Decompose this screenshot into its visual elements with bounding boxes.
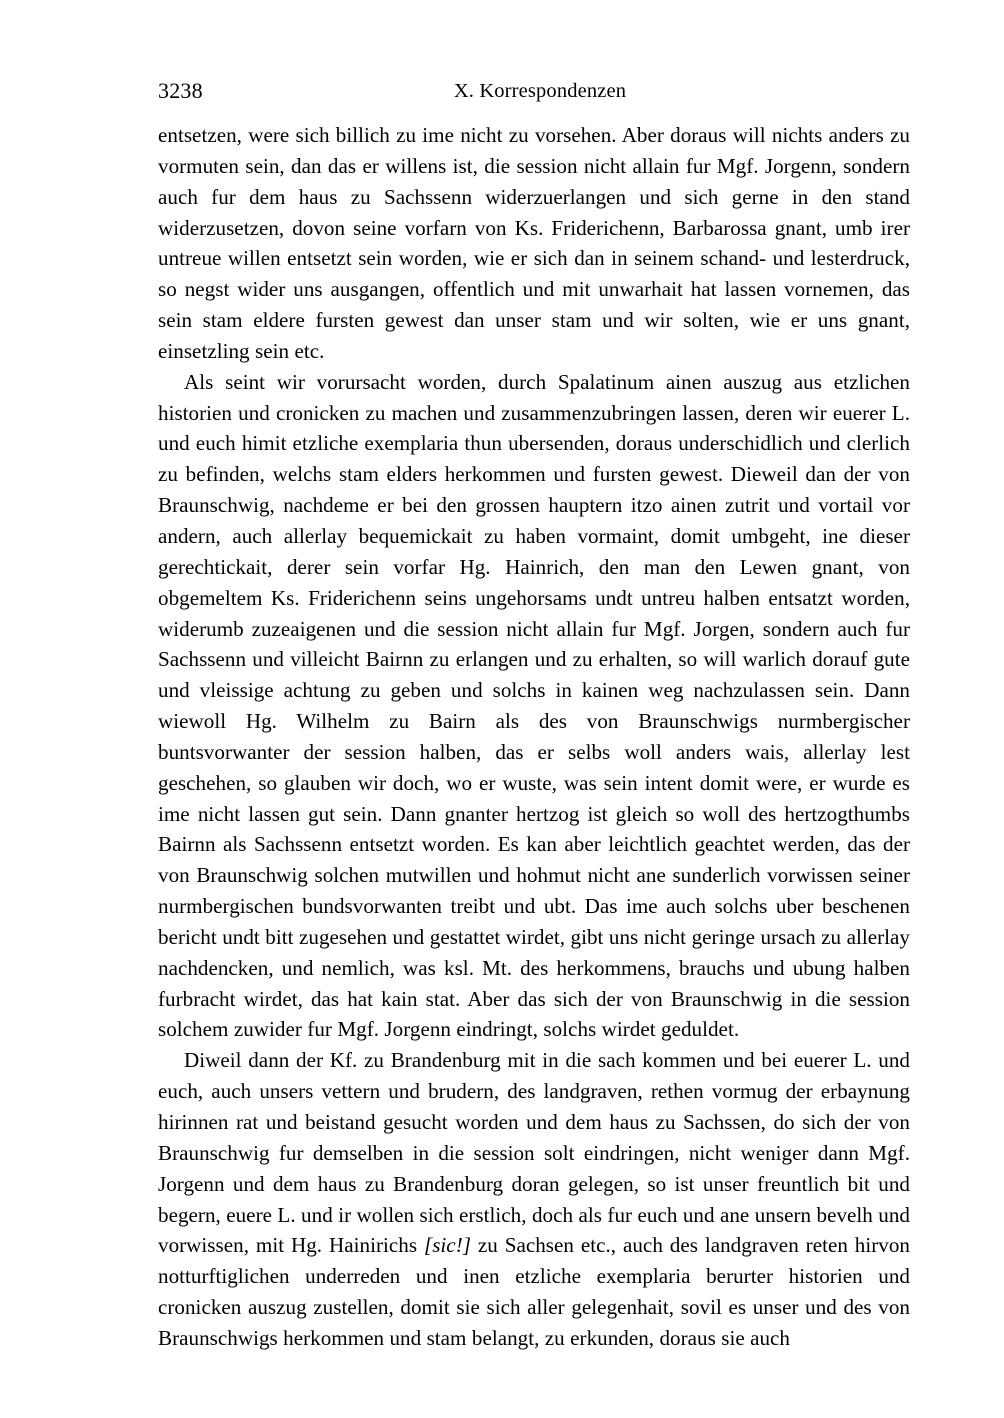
paragraph-1: entsetzen, were sich billich zu ime nicht zu vorsehen. Aber doraus will nichts anders zu vormuten sein, dan das er willens ist, die session nicht allain fur Mgf. Jorgenn, sondern auch fur dem haus zu Sachssenn widerzuerlangen und sich gerne in den stand widerzusetzen, dovon seine vorfarn von Ks. Friderichenn, Barbarossa gnant, umb irer untreue willen entsetzt sein worden, wie er sich dan in seinem schand- und lesterdruck, so negst wider uns ausgangen, offentlich und mit unwarhait hat lassen vornemen, das sein stam eldere fursten gewest dan unser stam und wir solten, wie er uns gnant, einsetzling sein etc. — [158, 123, 910, 363]
paragraph-3 — [158, 1045, 910, 1353]
page-number: 3238 — [158, 78, 203, 103]
body-text-block — [158, 120, 910, 1354]
running-head — [158, 78, 910, 106]
sic-marker: [sic!] — [423, 1233, 471, 1258]
paragraph-3-text-before-sic: Diweil dann der Kf. zu Brandenburg mit in die sach kommen und bei euerer L. und euch, auch unsers vettern und brudern, des landgraven, rethen vormug der erbaynung hirinnen rat und beistand gesucht worden und dem haus zu Sachssen, do sich der von Braunschwig fur demselben in die session solt eindringen, nicht weniger dann Mgf. Jorgenn und dem haus zu Brandenburg doran gelegen, so ist unser freuntlich bit und begern, euere L. und ir wollen sich erstlich, doch als fur euch und ane unsern bevelh und vorwissen, mit Hg. Hainirichs — [158, 1048, 910, 1258]
paragraph-2: Als seint wir vorursacht worden, durch Spalatinum ainen auszug aus etzlichen historien und cronicken zu machen und zusammenzubringen lassen, deren wir euerer L. und euch himit etzliche exemplaria thun ubersenden, doraus underschidlich und clerlich zu befinden, welchs stam elders herkommen und fursten gewest. Dieweil dan der von Braunschwig, nachdeme er bei den grossen hauptern itzo ainen zutrit und vortail vor andern, auch allerlay bequemickait zu haben vormaint, domit umbgeht, ine dieser gerechtickait, derer sein vorfar Hg. Hainrich, den man den Lewen gnant, von obgemeltem Ks. Friderichenn seins ungehorsams undt untreu halben entsatzt worden, widerumb zuzeaigenen und die session nicht allain fur Mgf. Jorgen, sondern auch fur Sachssenn und villeicht Bairnn zu erlangen und zu erhalten, so will warlich dorauf gute und vleissige achtung zu geben und solchs in kainen weg nachzulassen sein. Dann wiewoll Hg. Wilhelm zu Bairn als des von Braunschwigs nurmbergischer buntsvorwanter der session halben, das er selbs woll anders wais, allerlay lest geschehen, so glauben wir doch, wo er wuste, was sein intent domit were, er wurde es ime nicht lassen gut sein. Dann gnanter hertzog ist gleich so woll des hertzogthumbs Bairnn als Sachssenn entsetzt worden. Es kan aber leichtlich geachtet werden, das der von Braunschwig solchen mutwillen und hohmut nicht ane sunderlich vorwissen seiner nurmbergischen bundsvorwanten treibt und ubt. Das ime auch solchs uber beschenen bericht undt bitt zugesehen und gestattet wirdet, gibt uns nicht geringe ursach zu allerlay nachdencken, und nemlich, was ksl. Mt. des herkommens, brauchs und ubung halben furbracht wirdet, das hat kain stat. Aber das sich der von Braunschwig in die session solchem zuwider fur Mgf. Jorgenn eindringt, solchs wirdet geduldet. — [158, 369, 910, 1042]
running-title: X. Korrespondenzen — [453, 80, 627, 102]
paragraph-3-text-after-sic: zu Sachsen etc., auch des landgraven reten hirvon notturftiglichen underreden und inen etzliche exemplaria berurter historien und cronicken auszug zustellen, domit sie sich aller gelegenhait, sovil es unser und des von Braunschwigs herkommen und stam belangt, zu erkunden, doraus sie auch — [158, 1233, 910, 1350]
